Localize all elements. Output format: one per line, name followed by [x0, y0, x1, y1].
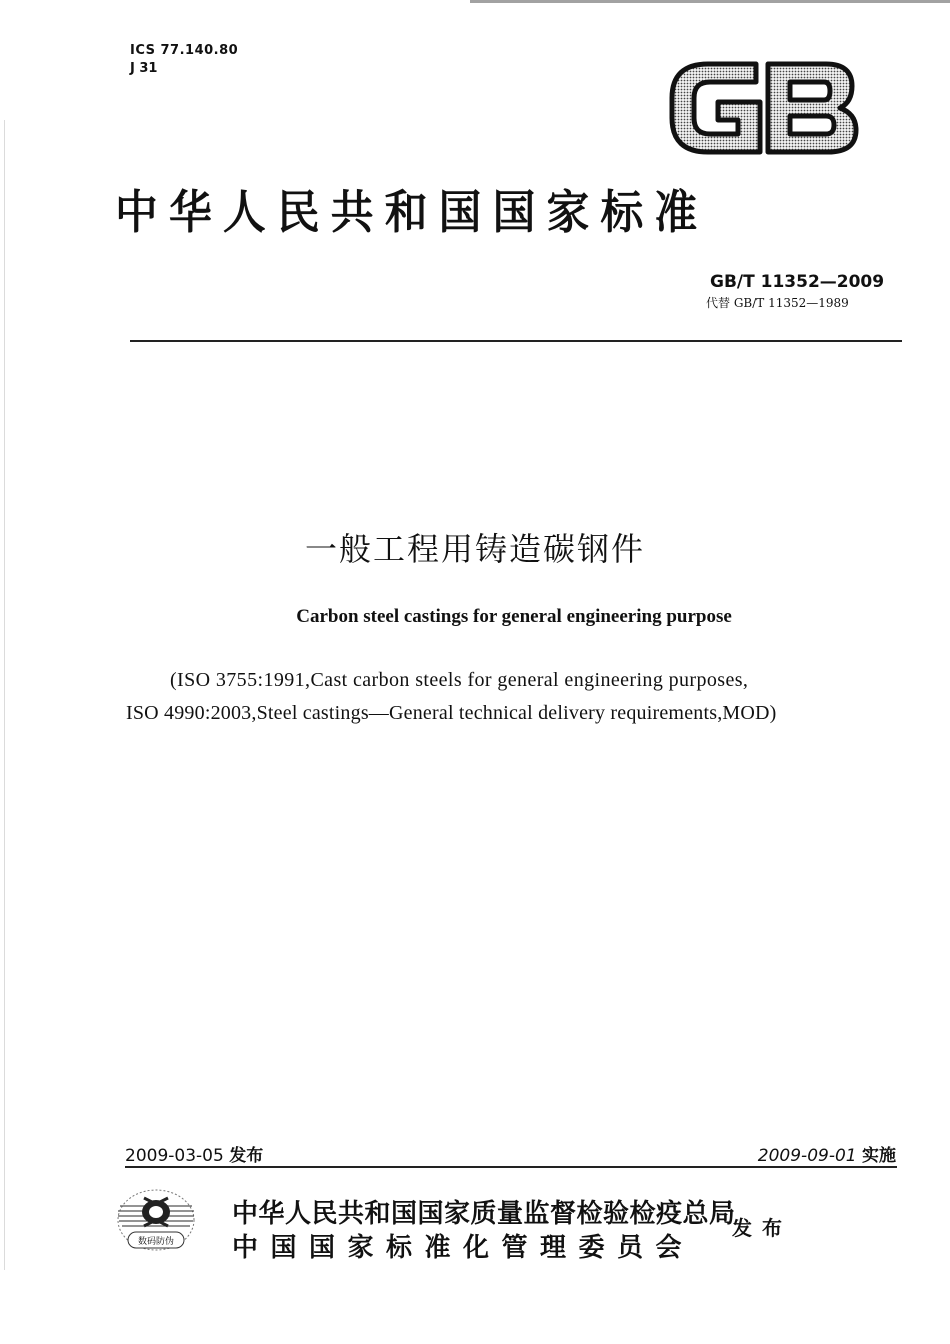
standard-number: GB/T 11352—2009	[710, 272, 885, 292]
standard-type-title: 中华人民共和国国家标准	[115, 185, 709, 239]
issue-date-label: 发布	[229, 1146, 264, 1166]
issuer-sac: 中国国家标准化管理委员会	[232, 1233, 695, 1263]
issuer-aqsiq: 中华人民共和国国家质量监督检验检疫总局	[232, 1199, 736, 1229]
top-divider	[130, 340, 902, 342]
document-title-en: Carbon steel castings for general engineering purpose	[296, 606, 732, 627]
implementation-date-label: 实施	[862, 1146, 896, 1166]
scan-edge-left	[4, 120, 5, 1270]
issue-date	[125, 1141, 263, 1166]
implementation-date	[758, 1141, 896, 1166]
document-title-zh: 一般工程用铸造碳钢件	[304, 530, 645, 568]
replaces-standard: 代替 GB/T 11352—1989	[706, 296, 849, 310]
publish-label: 发布	[732, 1216, 792, 1240]
ccs-code: J 31	[130, 61, 158, 76]
implementation-date-value: 2009-09-01	[757, 1146, 857, 1166]
iso-reference-line-1: (ISO 3755:1991,Cast carbon steels for general engineering purposes,	[170, 669, 749, 691]
seal-text: 数码防伪	[137, 1237, 175, 1247]
gb-logo-icon	[668, 58, 860, 158]
ics-code: ICS 77.140.80	[130, 43, 239, 58]
bottom-divider	[125, 1166, 897, 1168]
scan-edge-top	[470, 0, 950, 3]
iso-reference-line-2: ISO 4990:2003,Steel castings—General technical delivery requirements,MOD)	[126, 702, 777, 724]
anti-counterfeit-seal-icon	[114, 1184, 198, 1262]
issue-date-value: 2009-03-05	[125, 1146, 224, 1166]
